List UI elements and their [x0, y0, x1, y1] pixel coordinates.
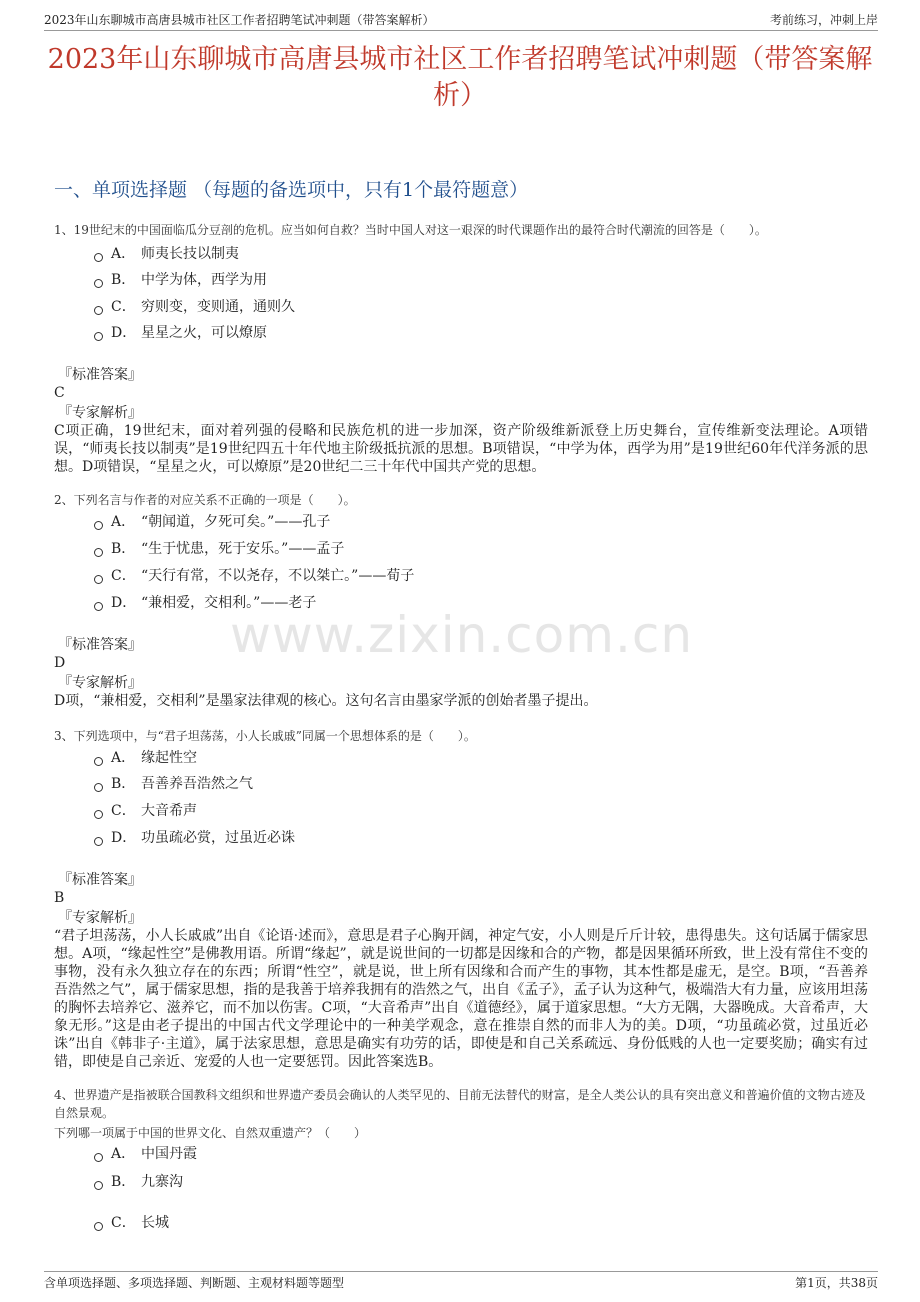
radio-icon[interactable]: [94, 332, 103, 341]
expert-analysis-label: 『专家解析』: [58, 675, 142, 691]
section-heading: 一、单项选择题 （每题的备选项中，只有1个最符题意）: [54, 179, 529, 201]
question-4-option-b[interactable]: B． 九寨沟: [94, 1171, 183, 1193]
standard-answer-label: 『标准答案』: [58, 872, 142, 888]
radio-icon[interactable]: [94, 837, 103, 846]
question-1-option-a[interactable]: A． 师夷长技以制夷: [94, 243, 239, 265]
radio-icon[interactable]: [94, 602, 103, 611]
radio-icon[interactable]: [94, 279, 103, 288]
radio-icon[interactable]: [94, 521, 103, 530]
question-4-stem: 4、世界遗产是指被联合国教科文组织和世界遗产委员会确认的人类罕见的、目前无法替代的财富，是全人类公认的具有突出意义和普遍价值的文物古迹及自然景观。: [54, 1088, 866, 1120]
radio-icon[interactable]: [94, 575, 103, 584]
question-3-answer: B: [54, 890, 65, 906]
question-2-option-a[interactable]: A． “朝闻道，夕死可矣。”——孔子: [94, 511, 330, 533]
question-1-option-d[interactable]: D． 星星之火，可以燎原: [94, 322, 267, 344]
question-1-option-c[interactable]: C． 穷则变，变则通，通则久: [94, 296, 295, 318]
expert-analysis-label: 『专家解析』: [58, 910, 142, 926]
header-slogan: 考前练习，冲刺上岸: [769, 13, 878, 27]
page-number: 第1页，共38页: [795, 1276, 878, 1290]
radio-icon[interactable]: [94, 1153, 103, 1162]
question-2-analysis: D项，“兼相爱，交相利”是墨家法律观的核心。这句名言由墨家学派的创始者墨子提出。: [54, 693, 598, 709]
question-2-option-c[interactable]: C． “天行有常，不以尧存，不以桀亡。”——荀子: [94, 565, 414, 587]
question-4-option-a[interactable]: A． 中国丹霞: [94, 1143, 197, 1165]
question-3-analysis: “君子坦荡荡，小人长戚戚”出自《论语·述而》，意思是君子心胸开阔，神定气安，小人则是斤斤计较，患得患失。这句话属于儒家思想。A项，“缘起性空”是佛教用语。所谓“缘起”，就是说世间的一切都是因缘和合的产物，都是因果循环所致，世上没有常住不变的事物，没有永久独立存在的东西；所谓“性空”，就是说，世上所有因缘和合而产生的事物，其本性都是虚无，是空。B项，“吾善养吾浩然之气”，属于儒家思想，指的是我善于培养我拥有的浩然之气，出自《孟子》，孟子认为这种气，极端浩大有力量，应该用坦荡的胸怀去培养它、滋养它，而不加以伤害。C项，“大音希声”出自《道德经》，属于道家思想。“大方无隅，大器晚成。大音希声，大象无形。”这是由老子提出的中国古代文学理论中的一种美学观念，意在推崇自然的而非人为的美。D项，“功虽疏必赏，过虽近必诛”出自《韩非子·主道》，属于法家思想，意思是确实有功劳的话，即使是和自己关系疏远、身份低贱的人也一定要奖励；确实有过错，即使是自己亲近、宠爱的人也一定要惩罚。因此答案选B。: [54, 928, 868, 1070]
question-4-option-c[interactable]: C． 长城: [94, 1212, 169, 1234]
standard-answer-label: 『标准答案』: [58, 367, 142, 383]
question-3-option-d[interactable]: D． 功虽疏必赏，过虽近必诛: [94, 827, 295, 849]
question-3-option-c[interactable]: C． 大音希声: [94, 800, 197, 822]
question-3-option-a[interactable]: A． 缘起性空: [94, 747, 197, 769]
radio-icon[interactable]: [94, 548, 103, 557]
question-2-option-d[interactable]: D． “兼相爱，交相利。”——老子: [94, 592, 316, 614]
radio-icon[interactable]: [94, 306, 103, 315]
question-1-stem: 1、19世纪末的中国面临瓜分豆剖的危机。应当如何自救？当时中国人对这一艰深的时代课题作出的最符合时代潮流的回答是（ ）。: [54, 223, 767, 237]
footer-question-types: 含单项选择题、多项选择题、判断题、主观材料题等题型: [44, 1276, 345, 1290]
question-3-option-b[interactable]: B． 吾善养吾浩然之气: [94, 773, 253, 795]
question-4-stem-prompt: 下列哪一项属于中国的世界文化、自然双重遗产？（ ）: [54, 1126, 367, 1140]
question-2-stem: 2、下列名言与作者的对应关系不正确的一项是（ ）。: [54, 493, 356, 507]
question-1-option-b[interactable]: B． 中学为体，西学为用: [94, 269, 267, 291]
question-3-stem: 3、下列选项中，与“君子坦荡荡，小人长戚戚”同属一个思想体系的是（ ）。: [54, 729, 476, 743]
page-footer: [44, 1271, 878, 1302]
radio-icon[interactable]: [94, 1222, 103, 1231]
page-title: 2023年山东聊城市高唐县城市社区工作者招聘笔试冲刺题（带答案解析）: [47, 44, 873, 111]
expert-analysis-label: 『专家解析』: [58, 405, 142, 421]
question-1-analysis: C项正确，19世纪末，面对着列强的侵略和民族危机的进一步加深，资产阶级维新派登上历史舞台，宣传维新变法理论。A项错误，“师夷长技以制夷”是19世纪四五十年代地主阶级抵抗派的思想。B项错误，“中学为体，西学为用”是19世纪60年代洋务派的思想。D项错误，“星星之火，可以燎原”是20世纪二三十年代中国共产党的思想。: [54, 423, 868, 475]
standard-answer-label: 『标准答案』: [58, 637, 142, 653]
question-2-answer: D: [54, 655, 66, 671]
question-2-option-b[interactable]: B． “生于忧患，死于安乐。”——孟子: [94, 538, 344, 560]
page-header: [44, 0, 878, 31]
radio-icon[interactable]: [94, 783, 103, 792]
radio-icon[interactable]: [94, 810, 103, 819]
watermark: www.zixin.com.cn: [230, 606, 694, 664]
radio-icon[interactable]: [94, 757, 103, 766]
question-1-answer: C: [54, 385, 65, 401]
header-doc-title: 2023年山东聊城市高唐县城市社区工作者招聘笔试冲刺题（带答案解析）: [44, 13, 435, 27]
radio-icon[interactable]: [94, 1181, 103, 1190]
radio-icon[interactable]: [94, 253, 103, 262]
